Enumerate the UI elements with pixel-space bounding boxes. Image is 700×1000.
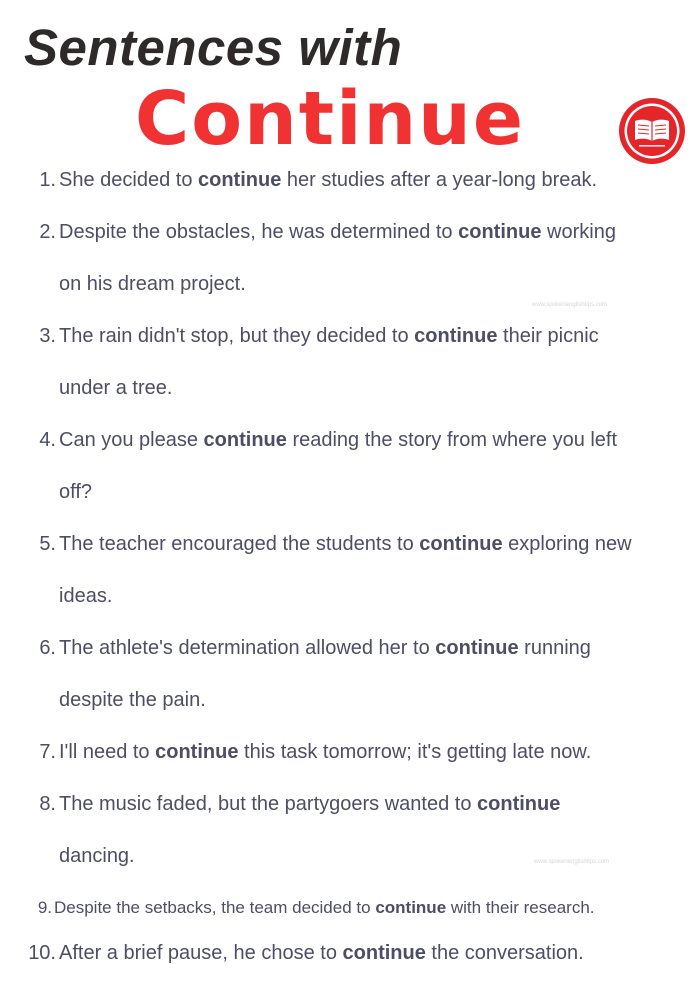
sentence-text: The rain didn't stop, but they decided to: [59, 325, 415, 347]
sentence-keyword: continue: [342, 942, 426, 964]
list-item-number: 6.: [39, 637, 56, 659]
sentence-line: [59, 480, 92, 504]
sentence-keyword: continue: [203, 429, 287, 451]
sentence-text: running: [518, 637, 591, 659]
sentence-keyword: continue: [414, 325, 498, 347]
list-item-number: 5.: [39, 533, 56, 555]
sentence-text: her studies after a year-long break.: [281, 169, 598, 191]
sentence-line: [59, 376, 172, 400]
list-item-number: 7.: [39, 741, 56, 763]
sentence-line: [59, 688, 206, 712]
sentence-line: [59, 532, 632, 556]
sentence-text: under a tree.: [59, 377, 173, 399]
sentence-text: ideas.: [59, 585, 113, 607]
sentence-text: The teacher encouraged the students to: [59, 533, 420, 555]
sentence-line: [59, 844, 135, 868]
sentence-keyword: continue: [198, 169, 282, 191]
list-item-number: 1.: [39, 169, 56, 191]
sentence-text: reading the story from where you left: [286, 429, 618, 451]
sentence-line: [59, 792, 560, 816]
sentence-line: [59, 220, 616, 244]
sentence-text: exploring new: [502, 533, 632, 555]
sentence-line: [59, 324, 599, 348]
sentence-text: their picnic: [497, 325, 599, 347]
sentence-keyword: continue: [477, 793, 561, 815]
list-item-number: 8.: [39, 793, 56, 815]
sentence-line: [59, 168, 597, 192]
sentence-text: Can you please: [59, 429, 204, 451]
list-item-number: 3.: [39, 325, 56, 347]
sentence-keyword: continue: [155, 741, 239, 763]
sentence-line: [59, 740, 591, 764]
list-item-number: 4.: [39, 429, 56, 451]
sentence-keyword: continue: [435, 637, 519, 659]
sentence-line: [59, 636, 591, 660]
watermark-text: www.spokenenglishtips.com: [532, 302, 608, 308]
sentence-keyword: continue: [375, 898, 447, 917]
list-item-number: 9.: [37, 898, 52, 917]
sentence-text: The music faded, but the partygoers wanted to: [59, 793, 478, 815]
sentence-line: [59, 941, 584, 965]
sentence-text: despite the pain.: [59, 689, 206, 711]
page-title-prefix: Sentences with: [24, 19, 403, 76]
sentence-text: The athlete's determination allowed her to: [59, 637, 436, 659]
sentence-text: this task tomorrow; it's getting late now.: [238, 741, 592, 763]
sentence-text: After a brief pause, he chose to: [59, 942, 343, 964]
sentence-text: Despite the setbacks, the team decided to: [54, 898, 376, 917]
sentence-text: working: [541, 221, 616, 243]
sentence-text: the conversation.: [425, 942, 584, 964]
sentence-line: [59, 428, 617, 452]
sentence-text: on his dream project.: [59, 273, 246, 295]
sentence-keyword: continue: [419, 533, 503, 555]
list-item-number: 10.: [28, 942, 56, 964]
sentence-text: I'll need to: [59, 741, 156, 763]
sentence-text: off?: [59, 481, 92, 503]
sentence-keyword: continue: [458, 221, 542, 243]
sentence-line: [59, 584, 112, 608]
sentence-text: dancing.: [59, 845, 135, 867]
sentence-line: [59, 272, 246, 296]
page-title-keyword: Continue: [134, 76, 526, 162]
list-item-number: 2.: [39, 221, 56, 243]
sentence-text: Despite the obstacles, he was determined to: [59, 221, 459, 243]
watermark-text: www.spokenenglishtips.com: [534, 859, 610, 865]
sentence-text: She decided to: [59, 169, 198, 191]
sentence-line: [54, 898, 595, 918]
sentence-text: with their research.: [446, 898, 595, 917]
